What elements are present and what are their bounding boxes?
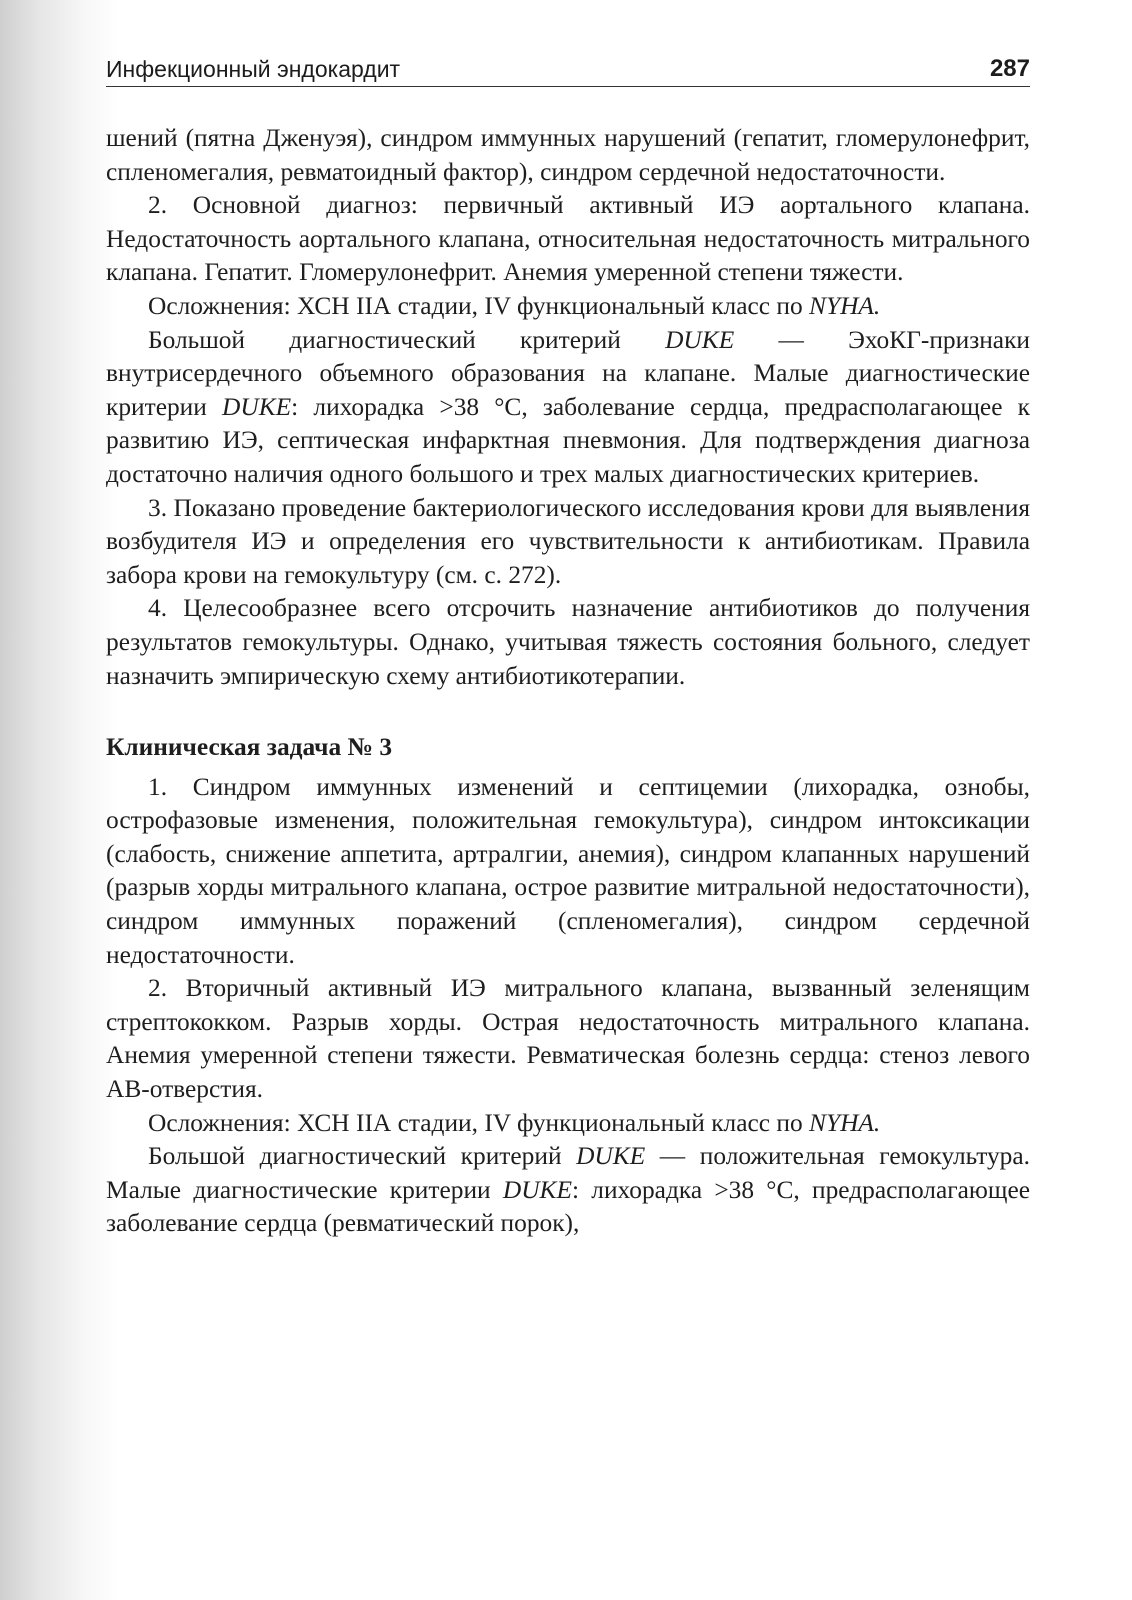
italic-term: DUKE: [502, 1175, 572, 1204]
italic-term: NYHA.: [809, 1108, 881, 1137]
paragraph-syndromes: [106, 771, 1030, 973]
page-header: [106, 50, 1030, 87]
running-title: Инфекционный эндокардит: [106, 56, 401, 82]
paragraph-complications-2: [106, 1107, 1030, 1141]
paragraph-text: шений (пятна Дженуэя), синдром иммунных нарушений (гепатит, гломерулонефрит, спленомегалия, ревматоидный фактор), синдром сердечной недостаточности.: [106, 124, 1030, 186]
page-body: [106, 122, 1030, 1241]
page-number: 287: [989, 55, 1030, 82]
section-heading: Клиническая задача № 3: [106, 733, 393, 762]
paragraph-text: Большой диагностический критерий: [148, 325, 666, 354]
paragraph-duke-criteria: [106, 324, 1030, 492]
paragraph-duke-criteria-2: [106, 1140, 1030, 1241]
paragraph-text: 1. Синдром иммунных изменений и септицемии (лихорадка, ознобы, острофазовые изменения, положительная гемокультура), синдром интоксикации (слабость, снижение аппетита, артралгии, анемия), синдром клапанных нарушений (разрыв хорды митрального клапана, острое развитие митральной недостаточности), синдром иммунных поражений (спленомегалия), синдром сердечной недостаточности.: [106, 772, 1030, 969]
paragraph-blood-culture: [106, 492, 1030, 593]
italic-term: NYHA.: [809, 291, 881, 320]
paragraph-complications: [106, 290, 1030, 324]
paragraph-main-diagnosis: [106, 189, 1030, 290]
paragraph-text: 3. Показано проведение бактериологического исследования крови для выявления возбудителя ИЭ и определения его чувствительности к антибиотикам. Правила забора крови на гемокультуру (см. с. 272).: [106, 493, 1030, 589]
paragraph-text: — ЭхоКГ-признаки внутрисердечного объемного образования на клапане. Малые диагностические критерии: [106, 325, 1031, 421]
paragraph-text: Большой диагностический критерий: [148, 1142, 577, 1171]
italic-term: DUKE: [576, 1142, 646, 1171]
paragraph-antibiotics: [106, 592, 1030, 693]
paragraph-text: — положительная гемокультура. Малые диагностические критерии: [106, 1142, 1030, 1204]
paragraph-secondary-diagnosis: [106, 972, 1030, 1106]
paragraph-text: 4. Целесообразнее всего отсрочить назначение антибиотиков до получения результатов гемокультуры. Однако, учитывая тяжесть состояния больного, следует назначить эмпирическую схему антибиотикотерапии.: [106, 594, 1030, 690]
paragraph-text: 2. Вторичный активный ИЭ митрального клапана, вызванный зеленящим стрептококком. Разрыв хорды. Острая недостаточность митрального клапана. Анемия умеренной степени тяжести. Ревматическая болезнь сердца: стеноз левого АВ-отверстия.: [106, 974, 1030, 1104]
italic-term: DUKE: [222, 392, 292, 421]
paragraph-text: : лихорадка >38 °С, заболевание сердца, предрасполагающее к развитию ИЭ, септическая инфарктная пневмония. Для подтверждения диагноза достаточно наличия одного большого и трех малых диагностических критериев.: [106, 392, 1030, 488]
paragraph-text: 2. Основной диагноз: первичный активный ИЭ аортального клапана. Недостаточность аортального клапана, относительная недостаточность митрального клапана. Гепатит. Гломерулонефрит. Анемия умеренной степени тяжести.: [106, 191, 1030, 287]
paragraph-text: Осложнения: ХСН IIА стадии, IV функциональный класс по: [148, 291, 810, 320]
paragraph-text: Осложнения: ХСН IIА стадии, IV функциональный класс по: [148, 1108, 810, 1137]
paragraph-continued-syndromes: [106, 122, 1030, 189]
italic-term: DUKE: [665, 325, 735, 354]
paragraph-text: : лихорадка >38 °С, предрасполагающее заболевание сердца (ревматический порок),: [106, 1175, 1030, 1238]
